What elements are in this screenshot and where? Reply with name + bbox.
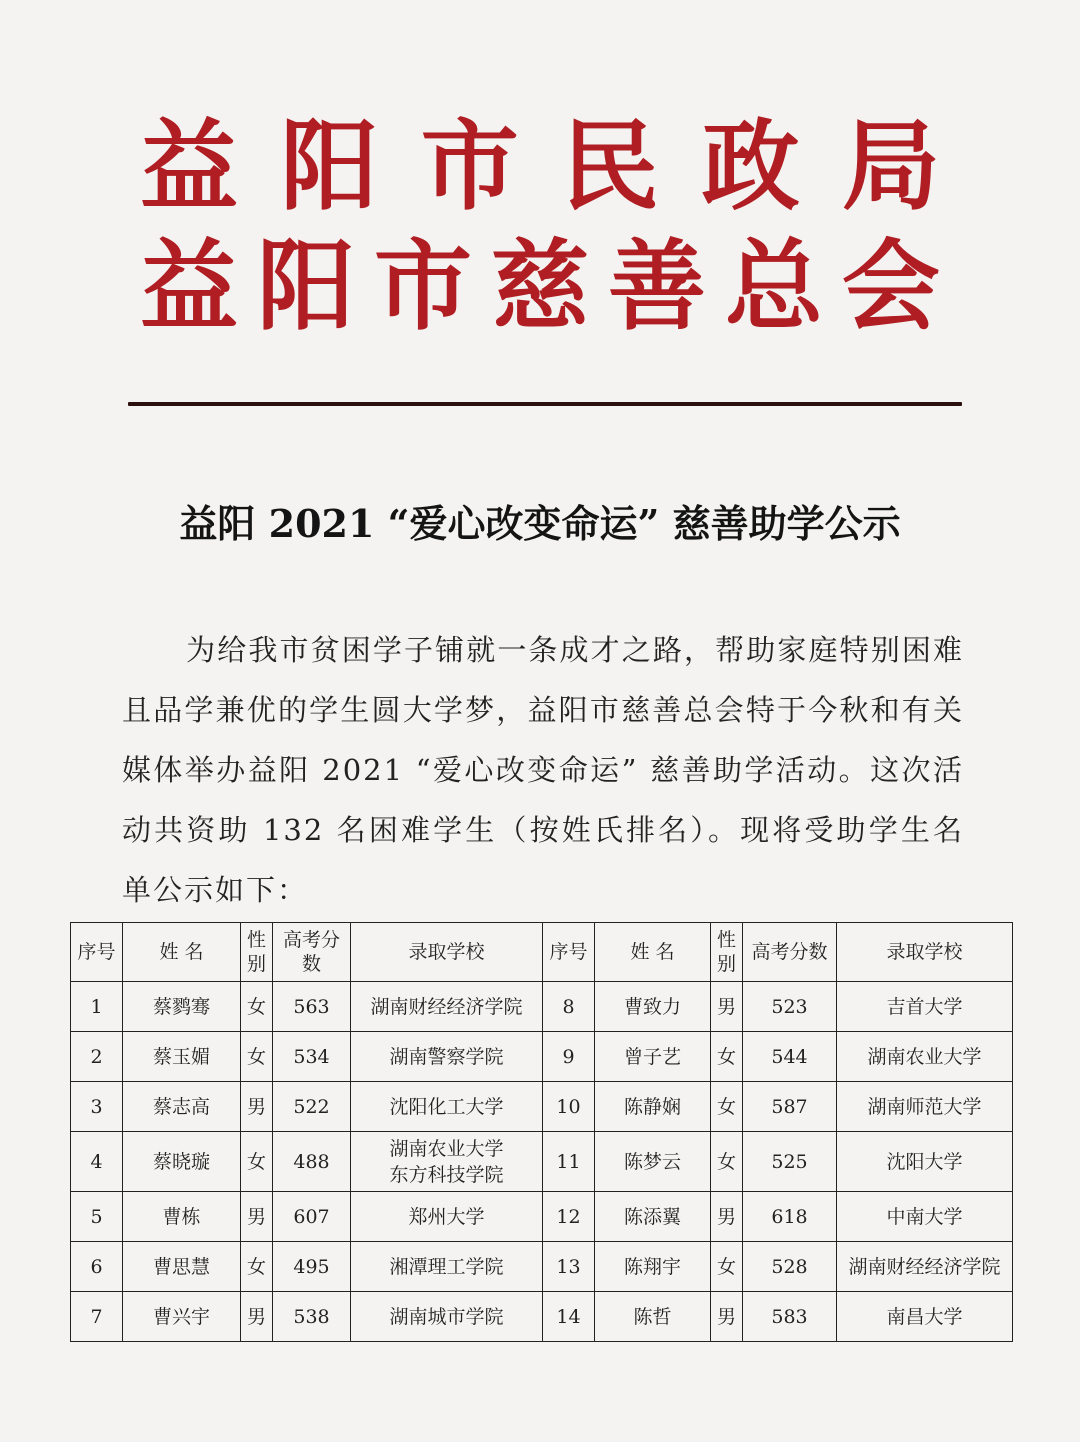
cell-seq: 11: [543, 1132, 595, 1192]
document-title: 益阳 2021 “爱心改变命运” 慈善助学公示: [179, 501, 901, 546]
cell-seq: 1: [71, 982, 123, 1032]
cell-score: 525: [743, 1132, 837, 1192]
cell-score: 583: [743, 1292, 837, 1342]
table-row: [71, 1242, 1013, 1292]
cell-gender: 男: [711, 1192, 743, 1242]
cell-school: 郑州大学: [351, 1192, 543, 1242]
cell-school: 湖南农业大学 东方科技学院: [351, 1132, 543, 1192]
cell-gender: 男: [241, 1192, 273, 1242]
student-table: [70, 922, 1013, 1342]
cell-gender: 男: [241, 1082, 273, 1132]
letterhead-char: 政: [701, 109, 800, 224]
letterhead-char: 阳: [280, 109, 379, 224]
cell-school: 湖南财经经济学院: [837, 1242, 1013, 1292]
letterhead-divider: [128, 402, 962, 406]
cell-name: 曹兴宇: [123, 1292, 241, 1342]
header-seq: 序号: [543, 923, 595, 982]
cell-gender: 男: [711, 982, 743, 1032]
cell-school: 沈阳大学: [837, 1132, 1013, 1192]
cell-score: 563: [273, 982, 351, 1032]
cell-name: 蔡志高: [123, 1082, 241, 1132]
letterhead-line-1: [140, 109, 940, 224]
cell-name: 曹思慧: [123, 1242, 241, 1292]
cell-name: 蔡玉媚: [123, 1032, 241, 1082]
table-header-row: [71, 923, 1013, 982]
cell-seq: 12: [543, 1192, 595, 1242]
cell-seq: 3: [71, 1082, 123, 1132]
cell-gender: 男: [711, 1292, 743, 1342]
header-name: 姓 名: [595, 923, 711, 982]
cell-gender: 女: [711, 1132, 743, 1192]
cell-name: 曹栋: [123, 1192, 241, 1242]
cell-gender: 女: [241, 1132, 273, 1192]
header-name: 姓 名: [123, 923, 241, 982]
letterhead-char: 市: [420, 109, 519, 224]
cell-seq: 9: [543, 1032, 595, 1082]
cell-score: 618: [743, 1192, 837, 1242]
cell-seq: 14: [543, 1292, 595, 1342]
cell-seq: 8: [543, 982, 595, 1032]
header-score: 高考分数: [273, 923, 351, 982]
cell-school: 湖南财经经济学院: [351, 982, 543, 1032]
header-school: 录取学校: [837, 923, 1013, 982]
cell-seq: 10: [543, 1082, 595, 1132]
letterhead-char: 阳: [256, 229, 355, 344]
cell-name: 陈哲: [595, 1292, 711, 1342]
cell-gender: 女: [711, 1242, 743, 1292]
cell-school: 湖南师范大学: [837, 1082, 1013, 1132]
cell-score: 544: [743, 1032, 837, 1082]
cell-gender: 女: [711, 1032, 743, 1082]
cell-score: 523: [743, 982, 837, 1032]
cell-name: 曾子艺: [595, 1032, 711, 1082]
cell-score: 587: [743, 1082, 837, 1132]
table-row: [71, 982, 1013, 1032]
header-gender: 性别: [241, 923, 273, 982]
letterhead-char: 益: [140, 229, 239, 344]
cell-name: 陈翔宇: [595, 1242, 711, 1292]
header-school: 录取学校: [351, 923, 543, 982]
letterhead-line-2: [140, 229, 940, 344]
table-row: [71, 1082, 1013, 1132]
letterhead-char: 总: [724, 229, 823, 344]
cell-name: 曹致力: [595, 982, 711, 1032]
cell-seq: 5: [71, 1192, 123, 1242]
header-seq: 序号: [71, 923, 123, 982]
cell-seq: 13: [543, 1242, 595, 1292]
cell-name: 蔡晓璇: [123, 1132, 241, 1192]
letterhead-char: 益: [140, 109, 239, 224]
cell-score: 538: [273, 1292, 351, 1342]
cell-seq: 2: [71, 1032, 123, 1082]
table-row: [71, 1032, 1013, 1082]
cell-name: 陈添翼: [595, 1192, 711, 1242]
letterhead-char: 民: [561, 109, 660, 224]
cell-school: 湖南城市学院: [351, 1292, 543, 1342]
cell-gender: 女: [241, 982, 273, 1032]
cell-score: 534: [273, 1032, 351, 1082]
cell-score: 495: [273, 1242, 351, 1292]
table-row: [71, 1192, 1013, 1242]
cell-score: 528: [743, 1242, 837, 1292]
announcement-paragraph: [122, 620, 964, 920]
cell-gender: 男: [241, 1292, 273, 1342]
paragraph-text: 为给我市贫困学子铺就一条成才之路，帮助家庭特别困难且品学兼优的学生圆大学梦，益阳市慈善总会特于今秋和有关媒体举办益阳 2021 “爱心改变命运” 慈善助学活动。这次活动共资助 132 名困难学生（按姓氏排名）。现将受助学生名单公示如下：: [122, 633, 964, 907]
cell-school: 湖南警察学院: [351, 1032, 543, 1082]
cell-name: 蔡鹨骞: [123, 982, 241, 1032]
cell-gender: 女: [241, 1032, 273, 1082]
cell-gender: 女: [711, 1082, 743, 1132]
header-score: 高考分数: [743, 923, 837, 982]
cell-name: 陈静娴: [595, 1082, 711, 1132]
cell-school: 沈阳化工大学: [351, 1082, 543, 1132]
letterhead-char: 市: [373, 229, 472, 344]
cell-gender: 女: [241, 1242, 273, 1292]
letterhead-char: 慈: [490, 229, 589, 344]
table-row: [71, 1132, 1013, 1192]
header-gender: 性别: [711, 923, 743, 982]
cell-name: 陈梦云: [595, 1132, 711, 1192]
cell-score: 607: [273, 1192, 351, 1242]
cell-school: 湖南农业大学: [837, 1032, 1013, 1082]
cell-school: 南昌大学: [837, 1292, 1013, 1342]
cell-score: 522: [273, 1082, 351, 1132]
cell-school: 湘潭理工学院: [351, 1242, 543, 1292]
cell-school: 中南大学: [837, 1192, 1013, 1242]
letterhead-char: 会: [841, 229, 940, 344]
cell-seq: 4: [71, 1132, 123, 1192]
letterhead-char: 局: [841, 109, 940, 224]
table-row: [71, 1292, 1013, 1342]
cell-school: 吉首大学: [837, 982, 1013, 1032]
cell-seq: 6: [71, 1242, 123, 1292]
cell-score: 488: [273, 1132, 351, 1192]
cell-seq: 7: [71, 1292, 123, 1342]
letterhead-char: 善: [607, 229, 706, 344]
